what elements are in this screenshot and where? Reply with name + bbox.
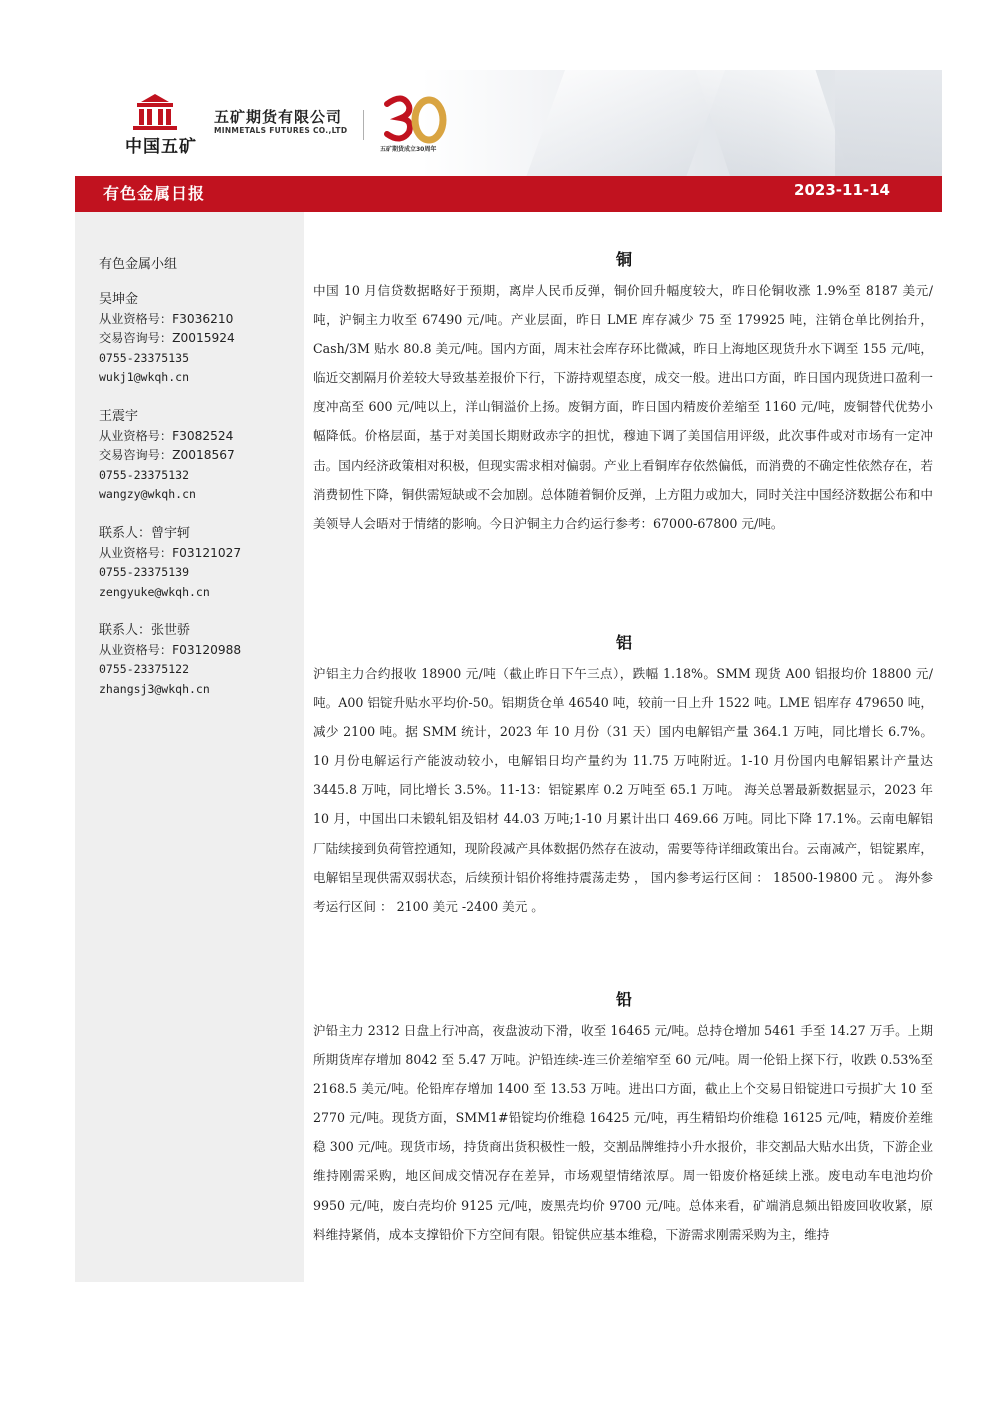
section-heading-lead: 铅	[615, 990, 632, 1009]
report-date: 2023-11-14	[794, 181, 890, 199]
contact-card	[99, 621, 241, 699]
contact-name: 联系人：曾宇轲	[99, 526, 191, 541]
contact-consult-number: 交易咨询号：Z0018567	[99, 448, 235, 463]
contact-qualification: 从业资格号：F3036210	[99, 311, 234, 326]
contact-phone: 0755-23375132	[99, 467, 190, 482]
header-background-building	[835, 70, 942, 176]
header-background-building	[692, 70, 857, 176]
contact-qualification: 从业资格号：F03120988	[99, 642, 242, 657]
header-divider	[363, 110, 364, 140]
contact-card	[99, 290, 235, 388]
contact-email[interactable]: wukj1@wkqh.cn	[99, 370, 190, 385]
contact-qualification: 从业资格号：F03121027	[99, 545, 242, 560]
logo-text: 中国五矿	[125, 137, 197, 157]
company-name-cn: 五矿期货有限公司	[214, 108, 343, 126]
contact-phone: 0755-23375135	[99, 350, 190, 365]
contact-card	[99, 524, 241, 602]
contact-phone: 0755-23375122	[99, 662, 190, 677]
section-body-lead: 沪铅主力 2312 日盘上行冲高，夜盘波动下滑，收至 16465 元/吨。总持仓增加 5461 手至 14.27 万手。上期所期货库存增加 8042 至 5.47 万吨。沪铅连续-连三价差缩窄至 60 元/吨。周一伦铅上探下行，收跌 0.53%至 2168.5 美元/吨。伦铅库存增加 1400 至 13.53 万吨。进出口方面，截止上个交易日铅锭进口亏损扩大 10 至 2770 元/吨。现货方面，SMM1#铅锭均价维稳 16425 元/吨，再生精铅均价维稳 16125 元/吨，精废价差维稳 300 元/吨。现货市场，持货商出货积极性一般，交割品牌维持小升水报价，非交割品大贴水出货，下游企业维持刚需采购，地区间成交情况存在差异，市场观望情绪浓厚。周一铅废价格延续上涨。废电动车电池均价 9950 元/吨，废白壳均价 9125 元/吨，废黑壳均价 9700 元/吨。总体来看，矿端消息频出铅废回收收紧，原料维持紧俏，成本支撑铅价下方空间有限。铅锭供应基本维稳，下游需求刚需采购为主，维持	[313, 1023, 933, 1242]
contact-qualification: 从业资格号：F3082524	[99, 428, 234, 443]
contact-email[interactable]: wangzy@wkqh.cn	[99, 487, 196, 502]
section-body-copper: 中国 10 月信贷数据略好于预期，离岸人民币反弹，铜价回升幅度较大，昨日伦铜收涨 1.9%至 8187 美元/吨，沪铜主力收至 67490 元/吨。产业层面，昨日 LME 库存减少 75 至 179925 吨，注销仓单比例抬升，Cash/3M 贴水 80.8 美元/吨。国内方面，周末社会库存环比微减，昨日上海地区现货升水下调至 155 元/吨，临近交割隔月价差较大导致基差报价下行，下游持观望态度，成交一般。进出口方面，昨日国内现货进口盈利一度冲高至 600 元/吨以上，洋山铜溢价上扬。废铜方面，昨日国内精废价差缩至 1160 元/吨，废铜替代优势小幅降低。价格层面，基于对美国长期财政赤字的担忧，穆迪下调了美国信用评级，此次事件或对市场有一定冲击。国内经济政策相对积极，但现实需求相对偏弱。产业上看铜库存依然偏低，而消费的不确定性依然存在，若消费韧性下降，铜供需短缺或不会加剧。总体随着铜价反弹，上方阻力或加大，同时关注中国经济数据公布和中美领导人会晤对于情绪的影响。今日沪铜主力合约运行参考：67000-67800 元/吨。	[313, 283, 933, 531]
contact-email[interactable]: zhangsj3@wkqh.cn	[99, 681, 210, 696]
contact-consult-number: 交易咨询号：Z0015924	[99, 331, 235, 346]
contact-email[interactable]: zengyuke@wkqh.cn	[99, 584, 210, 599]
contact-name: 王震宇	[99, 409, 139, 424]
section-body-aluminum: 沪铝主力合约报收 18900 元/吨（截止昨日下午三点），跌幅 1.18%。SMM 现货 A00 铝报均价 18800 元/吨。A00 铝锭升贴水平均价-50。铝期货仓单 46540 吨，较前一日上升 1522 吨。LME 铝库存 479650 吨，减少 2100 吨。据 SMM 统计，2023 年 10 月份（31 天）国内电解铝产量 364.1 万吨，同比增长 6.7%。10 月份电解运行产能波动较小，电解铝日均产量约为 11.75 万吨附近。1-10 月份国内电解铝累计产量达 3445.8 万吨，同比增长 3.5%。11-13：铝锭累库 0.2 万吨至 65.1 万吨。 海关总署最新数据显示，2023 年 10 月，中国出口未锻轧铝及铝材 44.03 万吨;1-10 月累计出口 469.66 万吨。同比下降 17.1%。云南电解铝厂陆续接到负荷管控通知，现阶段减产具体数据仍然存在波动，需要等待详细政策出台。云南减产，铝锭累库，电解铝呈现供需双弱状态，后续预计铝价将维持震荡走势 ， 国内参考运行区间 ： 18500-19800 元 。 海外参考运行区间 ： 2100 美元 -2400 美元 。	[313, 666, 933, 914]
minmetals-logo-icon	[125, 92, 185, 132]
title-bar	[75, 176, 942, 212]
sidebar-contacts	[75, 212, 304, 1282]
company-name-en: MINMETALS FUTURES CO.,LTD	[214, 126, 348, 135]
anniversary-30-icon	[381, 90, 449, 150]
contact-name: 联系人：张世骄	[99, 623, 191, 638]
group-title: 有色金属小组	[99, 257, 178, 272]
anniversary-text: 五矿期货成立30周年	[380, 146, 437, 153]
contact-phone: 0755-23375139	[99, 565, 190, 580]
section-heading-copper: 铜	[615, 250, 632, 269]
contact-name: 吴坤金	[99, 292, 139, 307]
report-title: 有色金属日报	[103, 184, 206, 203]
section-heading-aluminum: 铝	[615, 633, 632, 652]
contact-card	[99, 407, 235, 505]
report-header	[75, 70, 942, 176]
